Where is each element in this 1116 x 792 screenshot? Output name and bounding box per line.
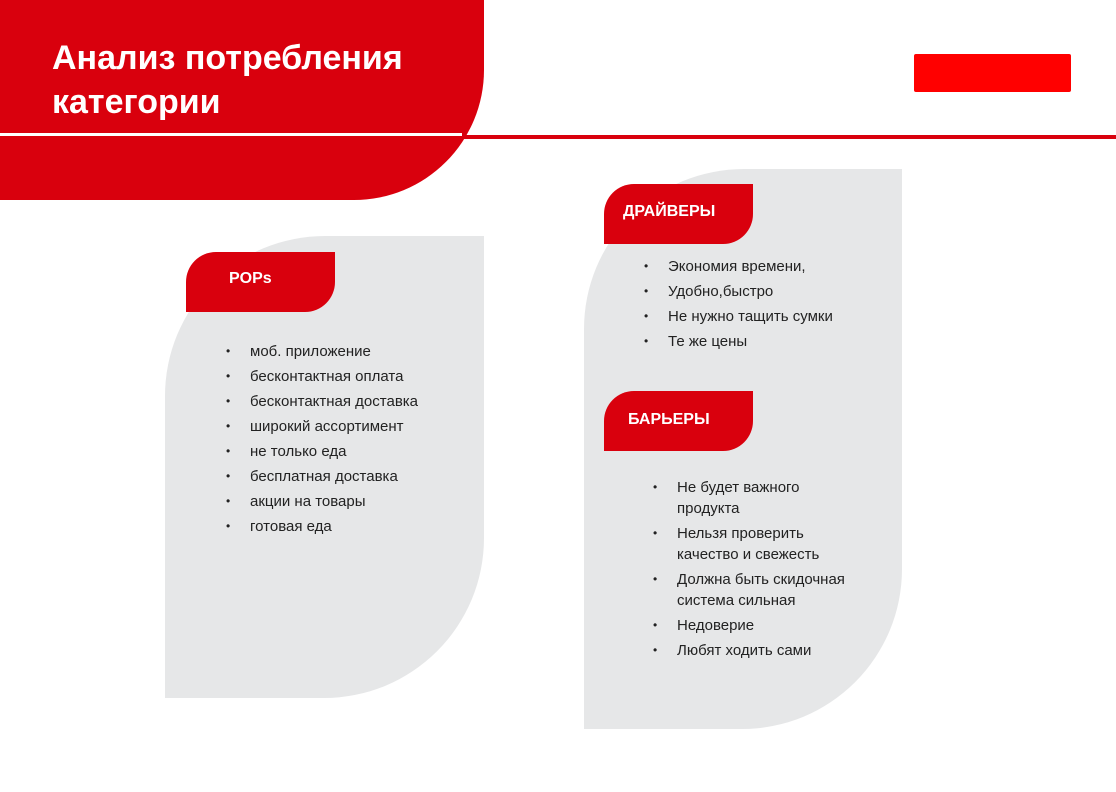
list-item: • готовая еда [226, 516, 436, 537]
list-item: • Экономия времени, [644, 256, 874, 277]
list-item: • бесплатная доставка [226, 466, 436, 487]
list-item: • моб. приложение [226, 341, 436, 362]
list-item: • Должна быть скидочная система сильная [653, 569, 863, 611]
list-item: • Нельзя проверить качество и свежесть [653, 523, 863, 565]
logo-placeholder [914, 54, 1071, 92]
list-item: • бесконтактная доставка [226, 391, 436, 412]
list-item: • Те же цены [644, 331, 874, 352]
list-item: • Недоверие [653, 615, 863, 636]
list-item: • Не нужно тащить сумки [644, 306, 874, 327]
drivers-list [644, 256, 874, 356]
list-item: • не только еда [226, 441, 436, 462]
header-divider-gap [0, 133, 462, 136]
list-item: • Не будет важного продукта [653, 477, 863, 519]
list-item: • Удобно,быстро [644, 281, 874, 302]
barriers-list [653, 477, 863, 665]
list-item: • акции на товары [226, 491, 436, 512]
list-item: • широкий ассортимент [226, 416, 436, 437]
slide-title: Анализ потребления категории [52, 39, 403, 121]
list-item: • Любят ходить сами [653, 640, 863, 661]
pops-tag: POPs [186, 252, 335, 312]
drivers-tag: ДРАЙВЕРЫ [604, 184, 753, 244]
barriers-tag: БАРЬЕРЫ [604, 391, 753, 451]
list-item: • бесконтактная оплата [226, 366, 436, 387]
pops-list [226, 341, 436, 541]
